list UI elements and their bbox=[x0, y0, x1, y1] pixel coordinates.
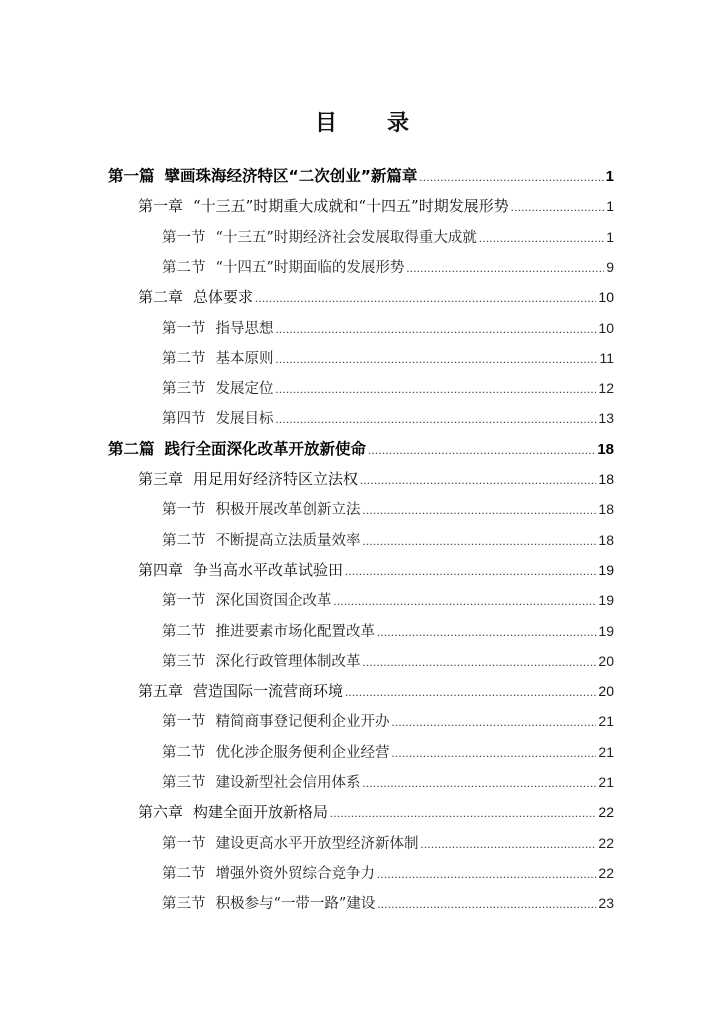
dot-leader bbox=[421, 830, 597, 857]
toc-entry-page-number: 9 bbox=[606, 258, 614, 275]
toc-entry-page-number: 1 bbox=[606, 198, 614, 215]
toc-entry-title: 推进要素市场化配置改革 bbox=[215, 623, 375, 640]
toc-entry-number: 第二节 bbox=[162, 744, 206, 761]
toc-entry-label bbox=[162, 345, 274, 372]
toc-entry-label bbox=[162, 708, 390, 735]
toc-entry-section[interactable] bbox=[162, 738, 614, 766]
toc-entry-label bbox=[138, 677, 343, 705]
toc-entry-page-number: 21 bbox=[598, 713, 614, 730]
toc-entry-chapter[interactable] bbox=[138, 677, 614, 705]
toc-entry-number: 第三节 bbox=[162, 775, 206, 791]
toc-entry-label bbox=[162, 830, 419, 857]
toc-entry-page-number: 10 bbox=[598, 319, 614, 336]
toc-entry-section[interactable] bbox=[162, 404, 614, 432]
toc-entry-number: 第一节 bbox=[162, 229, 206, 246]
toc-entry-label bbox=[162, 860, 375, 887]
toc-entry-section[interactable] bbox=[162, 647, 614, 675]
toc-entry-title: 积极开展改革创新立法 bbox=[215, 502, 361, 519]
dot-leader bbox=[392, 708, 597, 735]
toc-entry-title: 发展定位 bbox=[215, 381, 274, 398]
toc-entry-number: 第二节 bbox=[162, 623, 206, 640]
toc-entry-title: 不断提高立法质量效率 bbox=[215, 532, 361, 549]
dot-leader bbox=[363, 527, 597, 554]
toc-entry-title: 建设更高水平开放型经济新体制 bbox=[215, 835, 419, 852]
toc-entry-title: 争当高水平改革试验田 bbox=[193, 560, 344, 579]
toc-entry-section[interactable] bbox=[162, 344, 614, 372]
toc-entry-title: 精简商事登记便利企业开办 bbox=[215, 714, 390, 731]
toc-entry-label bbox=[162, 496, 361, 523]
toc-entry-chapter[interactable] bbox=[138, 192, 614, 220]
toc-entry-label bbox=[108, 435, 366, 463]
toc-entry-page-number: 1 bbox=[606, 228, 614, 245]
dot-leader bbox=[377, 860, 596, 887]
toc-entry-number: 第三节 bbox=[162, 653, 206, 670]
toc-entry-label bbox=[138, 798, 328, 826]
toc-entry-title: 发展目标 bbox=[215, 411, 274, 428]
dot-leader bbox=[345, 678, 596, 705]
toc-entry-page-number: 19 bbox=[598, 592, 614, 609]
toc-entry-number: 第四章 bbox=[138, 560, 184, 579]
toc-entry-page-number: 19 bbox=[598, 622, 614, 639]
toc-entry-page-number: 20 bbox=[598, 652, 614, 669]
toc-entry-page-number: 18 bbox=[598, 531, 614, 548]
toc-entry-title: 积极参与“一带一路”建设 bbox=[215, 896, 376, 913]
toc-entry-number: 第一节 bbox=[162, 320, 206, 337]
toc-entry-label bbox=[162, 587, 332, 614]
toc-entry-title: 践行全面深化改革开放新使命 bbox=[164, 439, 367, 458]
toc-entry-chapter[interactable] bbox=[138, 798, 614, 826]
toc-entry-section[interactable] bbox=[162, 253, 614, 281]
dot-leader bbox=[377, 618, 596, 645]
dot-leader bbox=[276, 315, 597, 342]
toc-entry-title: 基本原则 bbox=[215, 350, 274, 367]
toc-entry-label bbox=[162, 224, 477, 251]
toc-entry-page-number: 21 bbox=[598, 743, 614, 760]
toc-entry-label bbox=[108, 162, 417, 190]
dot-leader bbox=[511, 193, 605, 220]
toc-entry-section[interactable] bbox=[162, 495, 614, 523]
toc-entry-label bbox=[162, 739, 390, 766]
toc-entry-page-number: 22 bbox=[598, 804, 614, 821]
toc-entry-number: 第一章 bbox=[138, 197, 184, 216]
toc-entry-number: 第一节 bbox=[162, 502, 206, 519]
toc-entry-page-number: 20 bbox=[598, 683, 614, 700]
toc-entry-number: 第一篇 bbox=[108, 167, 155, 185]
toc-entry-number: 第二节 bbox=[162, 259, 206, 276]
toc-entry-title: 深化国资国企改革 bbox=[215, 593, 332, 610]
toc-entry-section[interactable] bbox=[162, 889, 614, 917]
toc-entry-page-number: 23 bbox=[598, 895, 614, 912]
toc-entry-page-number: 22 bbox=[598, 864, 614, 881]
toc-entry-title: 增强外资外贸综合竞争力 bbox=[215, 865, 375, 882]
dot-leader bbox=[363, 769, 597, 796]
dot-leader bbox=[255, 284, 596, 311]
toc-entry-chapter[interactable] bbox=[138, 465, 614, 493]
toc-entry-label bbox=[162, 527, 361, 554]
dot-leader bbox=[363, 496, 597, 523]
dot-leader bbox=[368, 436, 595, 463]
toc-entry-label bbox=[162, 890, 375, 917]
dot-leader bbox=[330, 799, 596, 826]
toc-entry-title: 构建全面开放新格局 bbox=[193, 803, 329, 822]
toc-entry-title: 总体要求 bbox=[193, 288, 254, 307]
toc-entry-section[interactable] bbox=[162, 374, 614, 402]
toc-entry-section[interactable] bbox=[162, 859, 614, 887]
toc-entry-label bbox=[138, 192, 509, 220]
toc-entry-section[interactable] bbox=[162, 617, 614, 645]
toc-entry-chapter[interactable] bbox=[138, 283, 614, 311]
dot-leader bbox=[345, 557, 596, 584]
dot-leader bbox=[360, 466, 596, 493]
toc-entry-label bbox=[138, 465, 358, 493]
toc-entry-title: 擘画珠海经济特区“二次创业”新篇章 bbox=[164, 167, 418, 185]
toc-entry-page-number: 19 bbox=[598, 561, 614, 578]
toc-entry-number: 第三节 bbox=[162, 896, 206, 913]
toc-entry-number: 第三节 bbox=[162, 381, 206, 398]
toc-entry-label bbox=[162, 648, 361, 675]
toc-entry-title: 用足用好经济特区立法权 bbox=[193, 470, 359, 488]
toc-entry-number: 第二章 bbox=[138, 288, 184, 307]
toc-entry-page-number: 21 bbox=[598, 774, 614, 790]
dot-leader bbox=[276, 345, 598, 372]
toc-entry-section[interactable] bbox=[162, 223, 614, 251]
toc-entry-label bbox=[162, 769, 361, 796]
dot-leader bbox=[419, 163, 603, 190]
toc-entry-page-number: 18 bbox=[598, 471, 614, 487]
toc-entry-number: 第二节 bbox=[162, 350, 206, 367]
dot-leader bbox=[276, 375, 597, 402]
toc-entry-page-number: 1 bbox=[605, 168, 614, 185]
toc-entry-section[interactable] bbox=[162, 707, 614, 735]
toc-entry-title: 深化行政管理体制改革 bbox=[215, 653, 361, 670]
toc-entry-label bbox=[138, 556, 343, 584]
toc-entry-label bbox=[162, 254, 404, 281]
toc-entry-title: “十四五”时期面临的发展形势 bbox=[215, 259, 405, 276]
toc-entry-page-number: 13 bbox=[598, 410, 614, 427]
toc-entry-page-number: 10 bbox=[598, 289, 614, 306]
toc-entry-title: 优化涉企服务便利企业经营 bbox=[215, 744, 390, 761]
toc-entry-title: “十三五”时期经济社会发展取得重大成就 bbox=[215, 229, 477, 246]
page-title: 目 录 bbox=[314, 110, 423, 136]
toc-entry-title: “十三五”时期重大成就和“十四五”时期发展形势 bbox=[193, 197, 509, 216]
toc-entry-label bbox=[162, 405, 274, 432]
dot-leader bbox=[363, 648, 597, 675]
toc-entry-number: 第一节 bbox=[162, 714, 206, 731]
toc-entry-section[interactable] bbox=[162, 526, 614, 554]
dot-leader bbox=[392, 739, 597, 766]
toc-entry-part[interactable] bbox=[108, 162, 614, 190]
toc-entry-label bbox=[162, 618, 375, 645]
dot-leader bbox=[334, 587, 597, 614]
toc-entry-section[interactable] bbox=[162, 768, 614, 796]
toc-entry-section[interactable] bbox=[162, 829, 614, 857]
toc-entry-number: 第一节 bbox=[162, 835, 206, 852]
toc-entry-title: 指导思想 bbox=[215, 320, 274, 337]
dot-leader bbox=[377, 890, 596, 917]
toc-entry-section[interactable] bbox=[162, 586, 614, 614]
toc-entry-label bbox=[162, 375, 274, 402]
toc-entry-number: 第五章 bbox=[138, 682, 184, 701]
toc-entry-number: 第二节 bbox=[162, 532, 206, 549]
toc-entry-label bbox=[162, 315, 274, 342]
toc-entry-number: 第四节 bbox=[162, 411, 206, 428]
toc-entry-page-number: 22 bbox=[598, 834, 614, 851]
toc-entry-title: 建设新型社会信用体系 bbox=[215, 775, 361, 791]
toc-entry-title: 营造国际一流营商环境 bbox=[193, 682, 344, 701]
toc-entry-number: 第二节 bbox=[162, 865, 206, 882]
toc-entry-number: 第三章 bbox=[138, 470, 184, 488]
toc-entry-page-number: 18 bbox=[598, 501, 614, 518]
toc-entry-number: 第六章 bbox=[138, 803, 184, 822]
toc-entry-label bbox=[138, 283, 253, 311]
dot-leader bbox=[406, 254, 604, 281]
toc-entry-number: 第一节 bbox=[162, 593, 206, 610]
dot-leader bbox=[479, 224, 604, 251]
dot-leader bbox=[276, 405, 597, 432]
toc-entry-page-number: 18 bbox=[597, 440, 614, 458]
toc-entry-number: 第二篇 bbox=[108, 439, 155, 458]
toc-entry-page-number: 12 bbox=[598, 380, 614, 397]
toc-entry-page-number: 11 bbox=[599, 349, 614, 366]
toc-entry-part[interactable] bbox=[108, 435, 614, 463]
toc-entry-section[interactable] bbox=[162, 314, 614, 342]
toc-entry-chapter[interactable] bbox=[138, 556, 614, 584]
